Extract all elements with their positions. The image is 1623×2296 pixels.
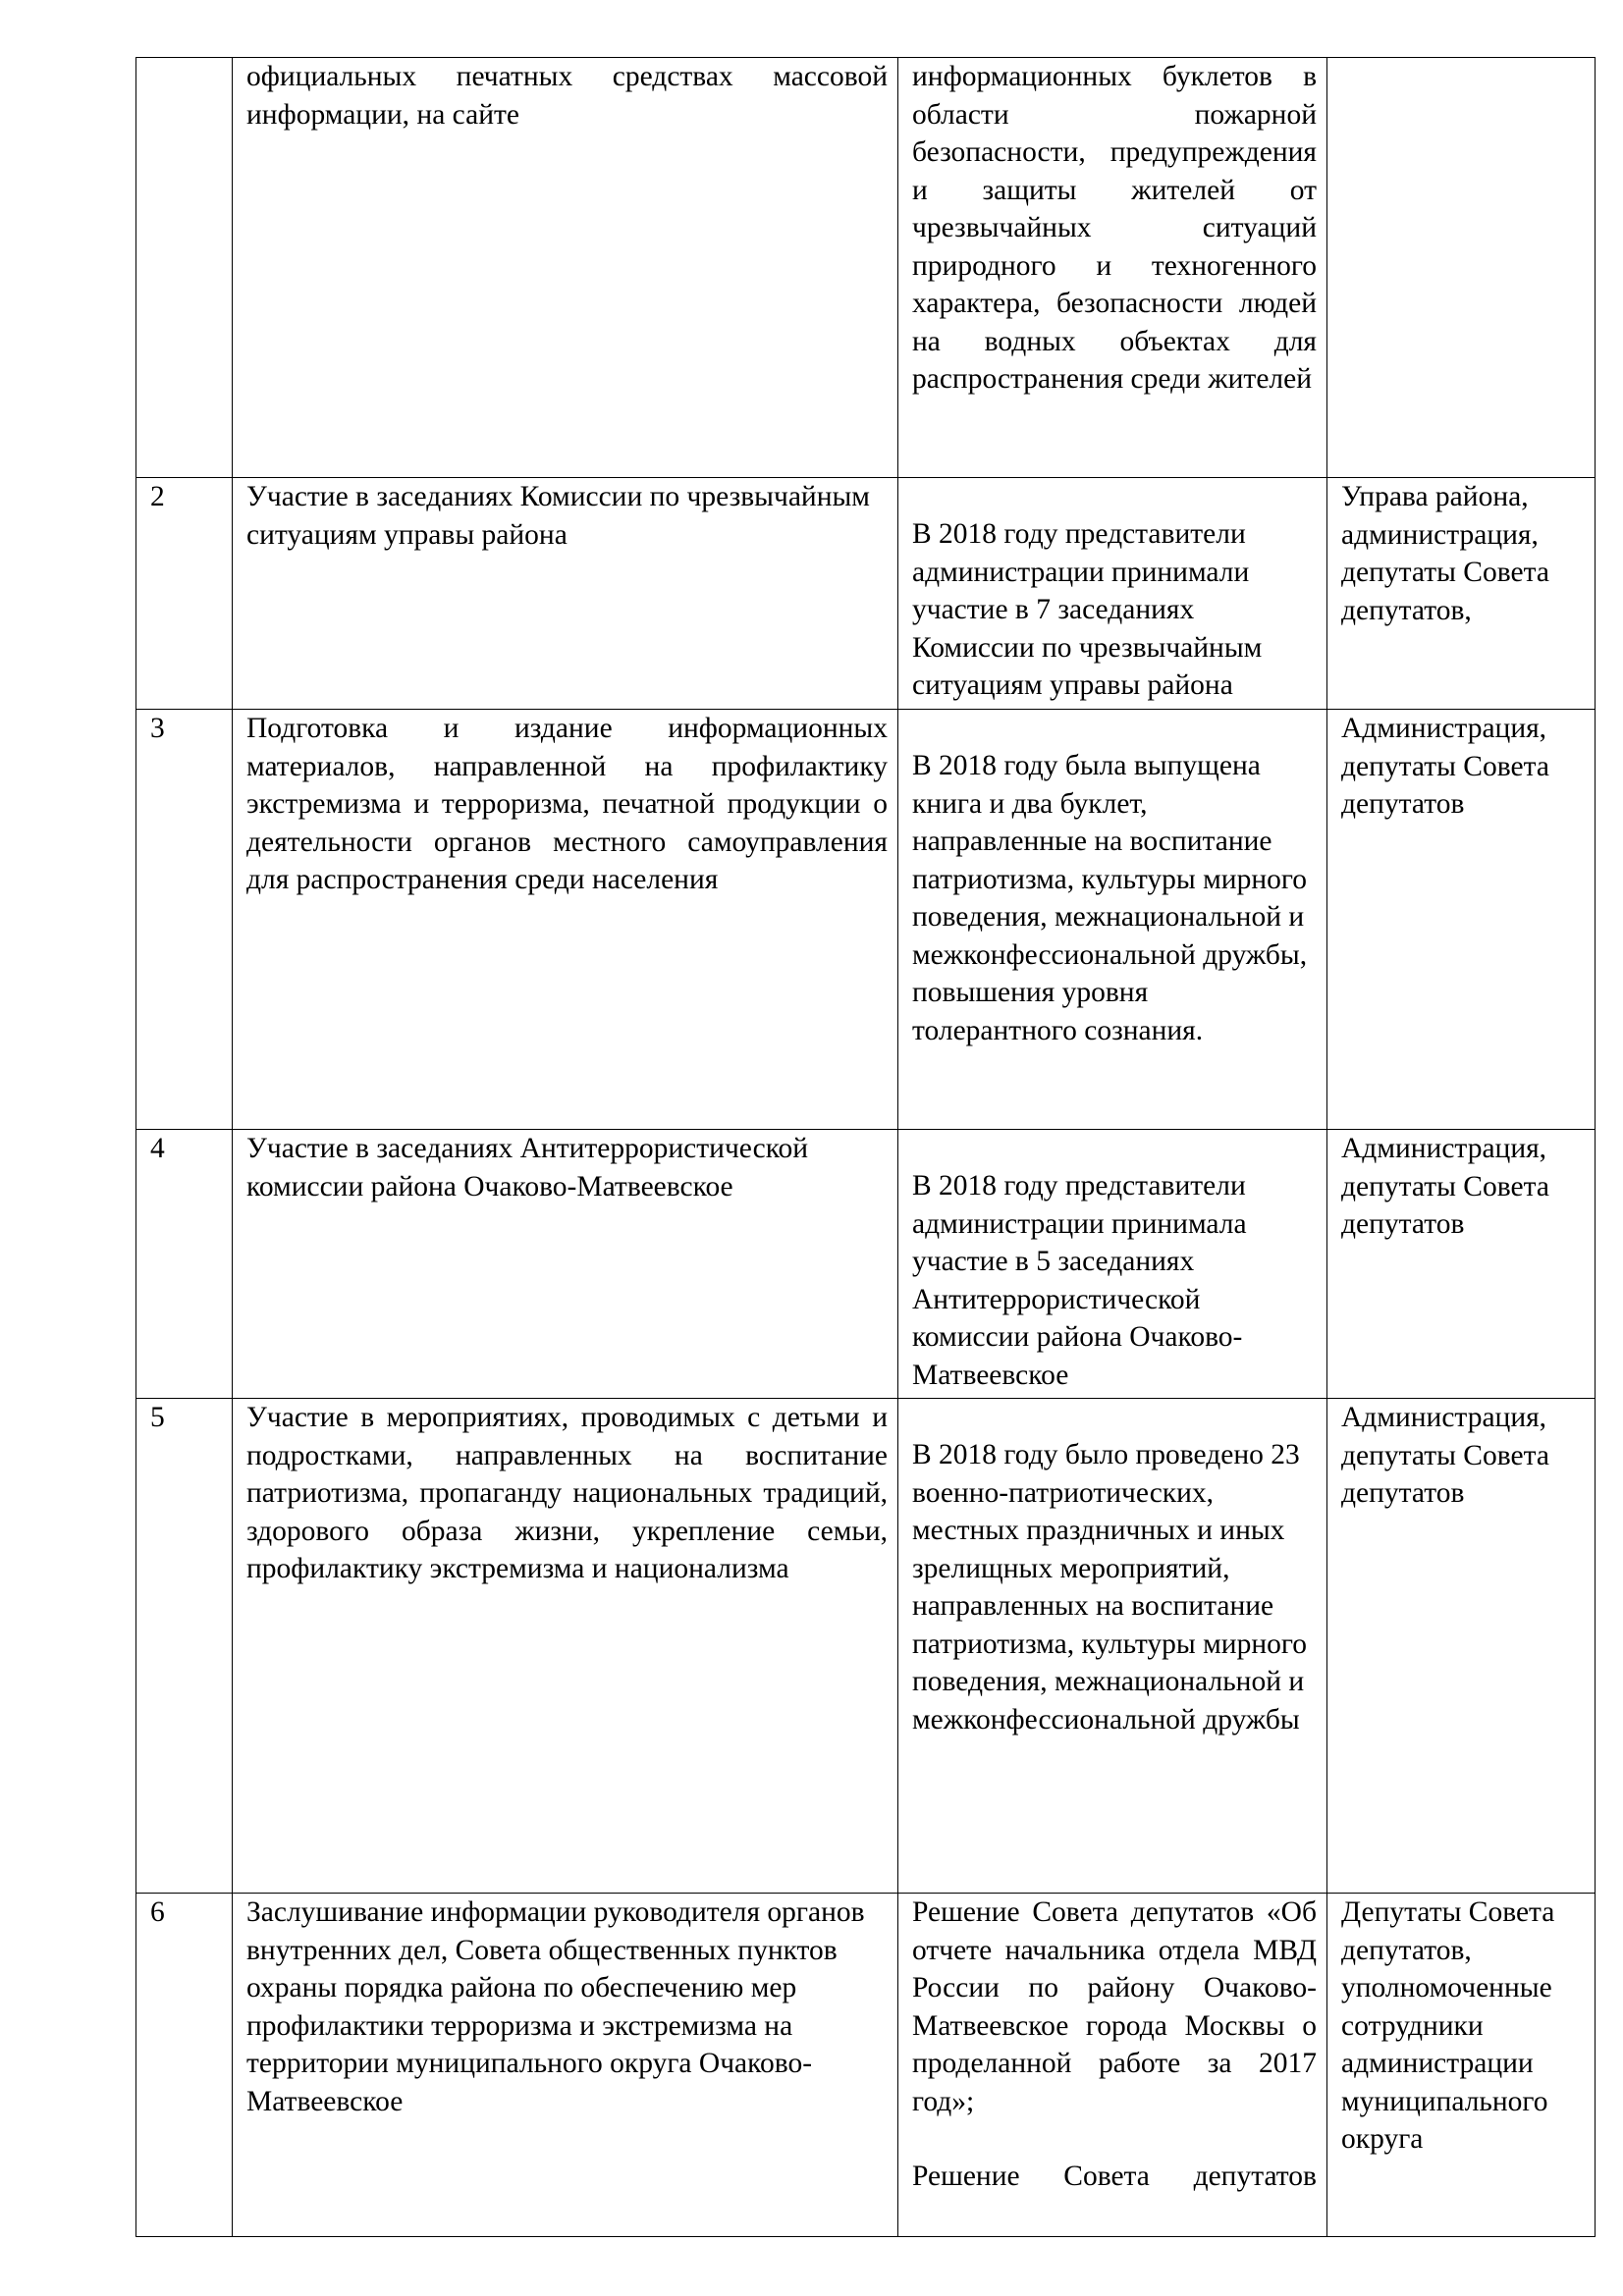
row-result-extra: Решение Совета депутатов bbox=[912, 2161, 1317, 2192]
row-responsible: Администрация, депутаты Совета депутатов bbox=[1327, 710, 1596, 1130]
row-result: информационных буклетов в области пожарной безопасности, предупреждения и защиты жителей от чрезвычайных ситуаций природного и техногенного характера, безопасности людей на водных объектах для распространения среди жителей bbox=[898, 58, 1327, 478]
row-result: В 2018 году представители администрации принимали участие в 7 заседаниях Комиссии по чрезвычайным ситуациям управы района bbox=[898, 478, 1327, 710]
table-row bbox=[136, 710, 1596, 1130]
row-responsible: Управа района, администрация, депутаты Совета депутатов, bbox=[1327, 478, 1596, 710]
row-number: 5 bbox=[136, 1399, 233, 1894]
row-result: Решение Совета депутатов «Об отчете начальника отдела МВД России по району Очаково-Матвеевское города Москвы о проделанной работе за 2017 год»; Решение Совета депутатов bbox=[898, 1894, 1327, 2237]
row-number: 6 bbox=[136, 1894, 233, 2237]
row-number: 4 bbox=[136, 1130, 233, 1399]
row-description: Участие в заседаниях Комиссии по чрезвычайным ситуациям управы района bbox=[233, 478, 898, 710]
row-result: В 2018 году была выпущена книга и два буклет, направленные на воспитание патриотизма, культуры мирного поведения, межнациональной и межконфессиональной дружбы, повышения уровня толерантного сознания. bbox=[898, 710, 1327, 1130]
row-number: 2 bbox=[136, 478, 233, 710]
row-description: Участие в мероприятиях, проводимых с детьми и подростками, направленных на воспитание патриотизма, пропаганду национальных традиций, здорового образа жизни, укрепление семьи, профилактику экстремизма и национализма bbox=[233, 1399, 898, 1894]
row-responsible bbox=[1327, 58, 1596, 478]
table-row bbox=[136, 1130, 1596, 1399]
report-table bbox=[135, 57, 1596, 2237]
row-responsible: Администрация, депутаты Совета депутатов bbox=[1327, 1130, 1596, 1399]
row-description: Подготовка и издание информационных материалов, направленной на профилактику экстремизма и терроризма, печатной продукции о деятельности органов местного самоуправления для распространения среди населения bbox=[233, 710, 898, 1130]
table-row bbox=[136, 58, 1596, 478]
table-row bbox=[136, 478, 1596, 710]
table-row bbox=[136, 1399, 1596, 1894]
row-description: Участие в заседаниях Антитеррористической комиссии района Очаково-Матвеевское bbox=[233, 1130, 898, 1399]
row-responsible: Администрация, депутаты Совета депутатов bbox=[1327, 1399, 1596, 1894]
row-description: Заслушивание информации руководителя органов внутренних дел, Совета общественных пунктов охраны порядка района по обеспечению мер профилактики терроризма и экстремизма на территории муниципального округа Очаково-Матвеевское bbox=[233, 1894, 898, 2237]
row-result: В 2018 году представители администрации принимала участие в 5 заседаниях Антитеррористической комиссии района Очаково-Матвеевское bbox=[898, 1130, 1327, 1399]
table-row bbox=[136, 1894, 1596, 2237]
row-responsible: Депутаты Совета депутатов, уполномоченные сотрудники администрации муниципального округа bbox=[1327, 1894, 1596, 2237]
row-result: В 2018 году было проведено 23 военно-патриотических, местных праздничных и иных зрелищных мероприятий, направленных на воспитание патриотизма, культуры мирного поведения, межнациональной и межконфессиональной дружбы bbox=[898, 1399, 1327, 1894]
row-number: 3 bbox=[136, 710, 233, 1130]
row-number bbox=[136, 58, 233, 478]
row-description: официальных печатных средствах массовой информации, на сайте bbox=[233, 58, 898, 478]
